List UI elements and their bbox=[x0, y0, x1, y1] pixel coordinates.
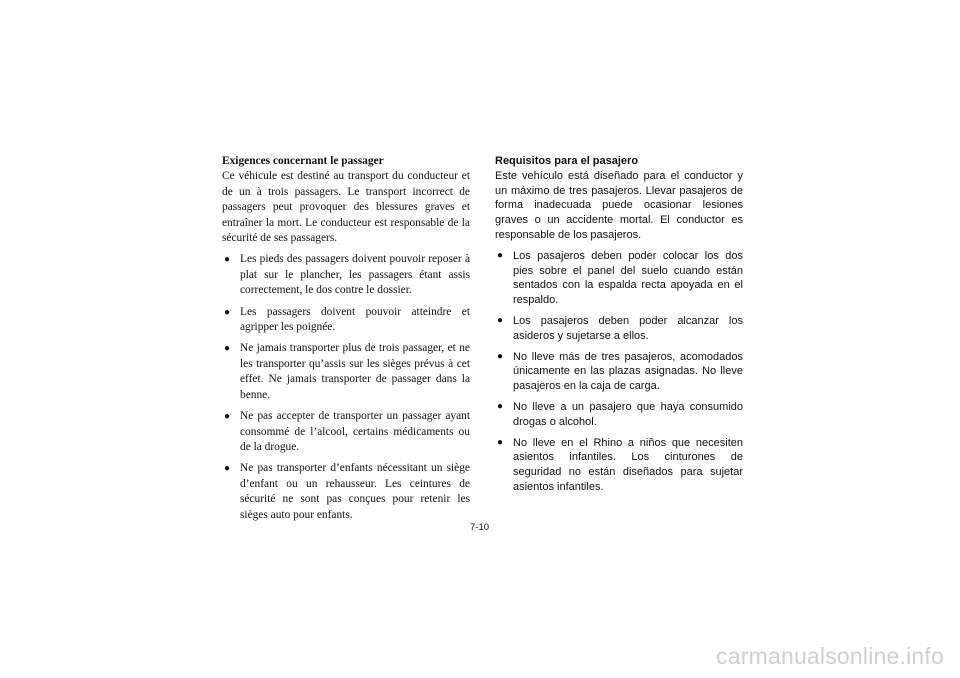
page-number: 7-10 bbox=[470, 522, 490, 533]
french-bullet-item bbox=[222, 252, 470, 298]
spanish-bullet-item bbox=[495, 350, 743, 394]
bullet-icon: ● bbox=[224, 254, 231, 266]
spanish-column bbox=[495, 154, 743, 495]
spanish-bullet-list bbox=[495, 249, 743, 495]
bullet-icon: ● bbox=[224, 306, 231, 318]
bullet-icon: ● bbox=[224, 463, 231, 475]
bullet-icon: ● bbox=[224, 411, 231, 423]
french-column bbox=[222, 154, 470, 523]
spanish-bullet-item bbox=[495, 400, 743, 430]
spanish-bullet-item bbox=[495, 249, 743, 308]
french-bullet-text: Ne pas accepter de transporter un passager ayant consommé de l’alcool, certains médicaments ou de la drogue. bbox=[240, 410, 470, 453]
french-bullet-item bbox=[222, 409, 470, 455]
bullet-icon: ● bbox=[497, 350, 504, 362]
bullet-icon: ● bbox=[497, 249, 504, 261]
watermark: carmanualsonline.info bbox=[716, 643, 944, 669]
bullet-icon: ● bbox=[497, 436, 504, 448]
french-bullet-list bbox=[222, 252, 470, 523]
spanish-bullet-item bbox=[495, 314, 743, 344]
french-bullet-text: Les pieds des passagers doivent pouvoir reposer à plat sur le plancher, les passagers étant assis correctement, le dos contre le dossier. bbox=[240, 253, 470, 297]
french-bullet-item bbox=[222, 461, 470, 523]
spanish-bullet-text: Los pasajeros deben poder alcanzar los asideros y sujetarse a ellos. bbox=[513, 314, 743, 342]
bullet-icon: ● bbox=[224, 343, 231, 355]
spanish-intro: Este vehículo está diseñado para el conductor y un máximo de tres pasajeros. Llevar pasajeros de forma inadecuada puede ocasionar lesiones graves o un accidente mortal. El conductor es responsable de los pasajeros. bbox=[495, 169, 743, 241]
spanish-heading: Requisitos para el pasajero bbox=[495, 155, 639, 167]
french-bullet-text: Ne pas transporter d’enfants nécessitant un siège d’enfant ou un rehausseur. Les ceintures de sécurité ne sont pas conçues pour retenir les sièges auto pour enfants. bbox=[240, 462, 470, 521]
spanish-bullet-item bbox=[495, 436, 743, 495]
spanish-bullet-text: No lleve en el Rhino a niños que necesiten asientos infantiles. Los cinturones de seguridad no están diseñados para sujetar asientos infantiles. bbox=[513, 436, 743, 493]
french-bullet-item bbox=[222, 341, 470, 403]
french-heading: Exigences concernant le passager bbox=[222, 155, 384, 167]
bullet-icon: ● bbox=[497, 314, 504, 326]
french-bullet-text: Ne jamais transporter plus de trois passager, et ne les transporter qu’assis sur les sièges prévus à cet effet. Ne jamais transporter de passager dans la benne. bbox=[240, 342, 470, 401]
french-bullet-item bbox=[222, 305, 470, 336]
spanish-bullet-text: Los pasajeros deben poder colocar los dos pies sobre el panel del suelo cuando están sentados con la espalda recta apoyada en el respaldo. bbox=[513, 249, 743, 307]
french-intro: Ce véhicule est destiné au transport du conducteur et de un à trois passagers. Le transport incorrect de passagers peut provoquer des blessures graves et entraîner la mort. Le conducteur est responsable de la sécurité de ses passagers. bbox=[222, 170, 470, 245]
bullet-icon: ● bbox=[497, 400, 504, 412]
spanish-bullet-text: No lleve a un pasajero que haya consumido drogas o alcohol. bbox=[513, 400, 743, 428]
spanish-bullet-text: No lleve más de tres pasajeros, acomodados únicamente en las plazas asignadas. No lleve pasajeros en la caja de carga. bbox=[513, 350, 743, 393]
french-bullet-text: Les passagers doivent pouvoir atteindre et agripper les poignée. bbox=[240, 305, 470, 334]
